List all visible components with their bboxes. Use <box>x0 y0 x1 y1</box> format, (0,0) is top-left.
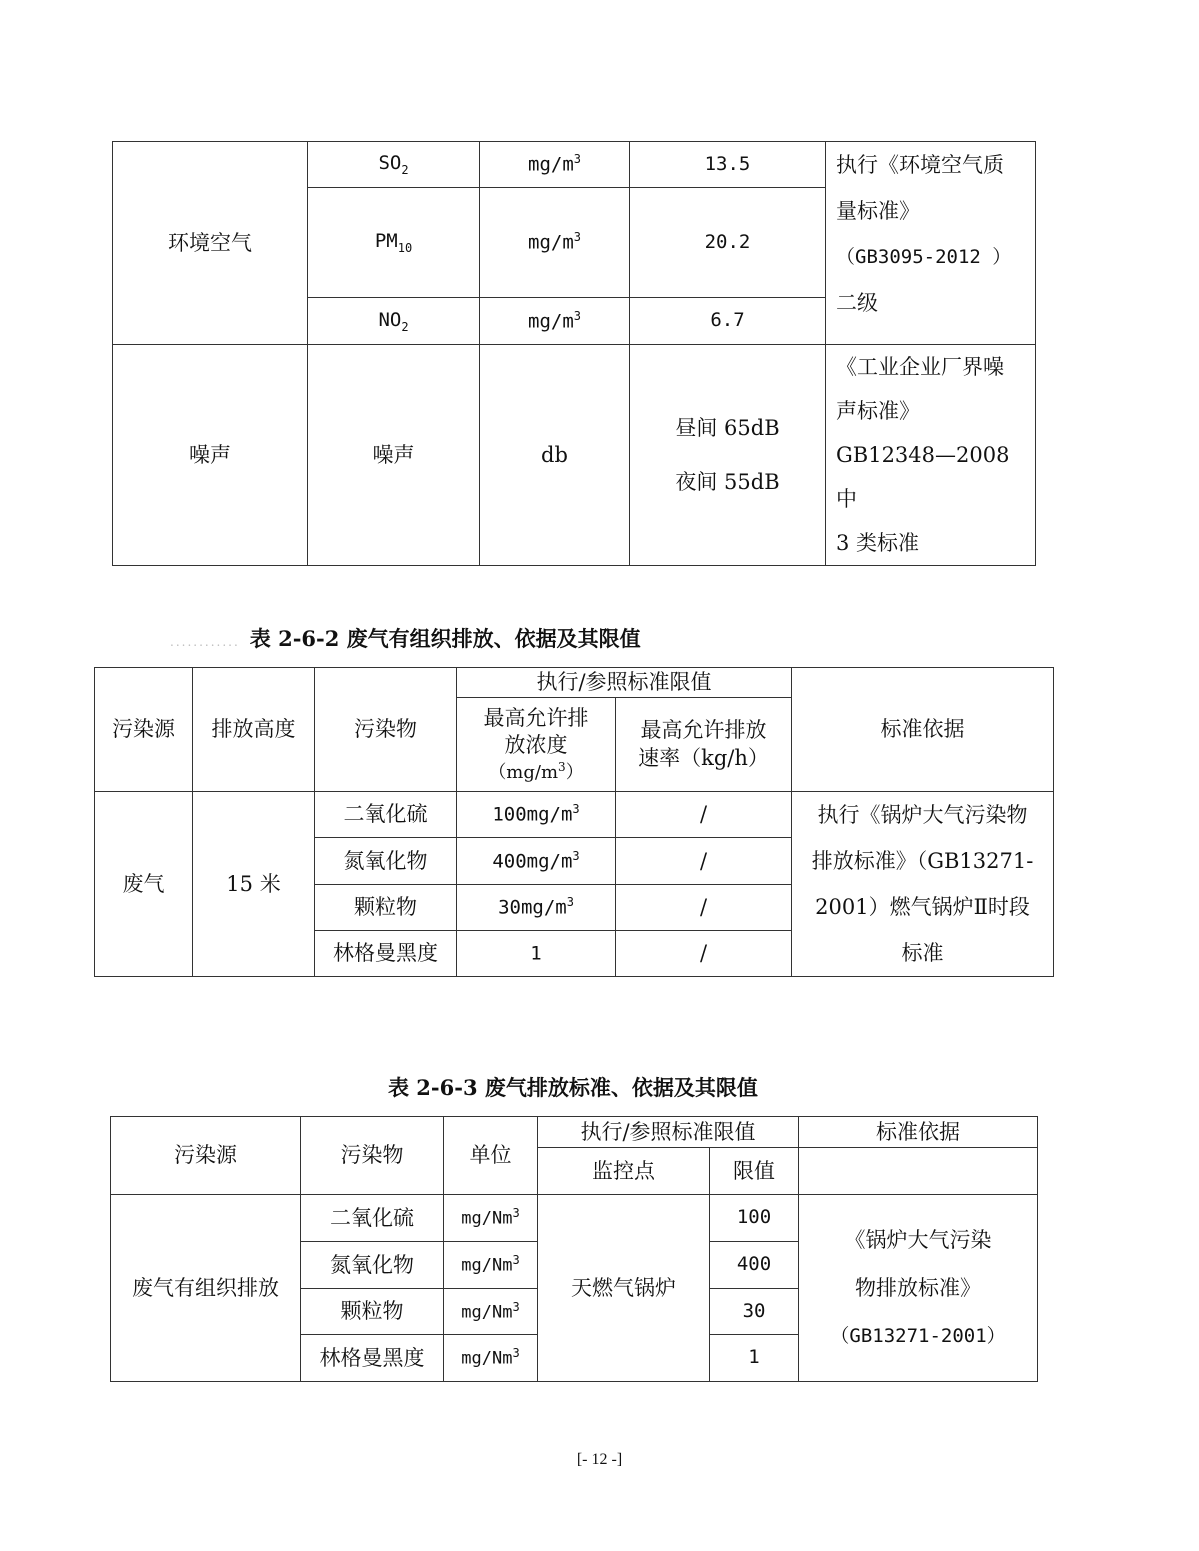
pollutant-cell: 颗粒物 <box>301 1289 444 1335</box>
header-source: 污染源 <box>95 668 193 792</box>
monitor-point-cell: 天燃气锅炉 <box>538 1195 710 1382</box>
pollutant-cell: $SO_2$ <box>308 142 480 188</box>
header-pollutant: 污染物 <box>301 1117 444 1195</box>
concentration-cell: $30mg/m^3$ <box>457 885 616 931</box>
rate-cell: / <box>616 838 792 885</box>
air-standard-basis: 执行《环境空气质 量标准》 （GB3095-2012 ） 二级 <box>826 142 1036 345</box>
standard-basis: 《锅炉大气污染 物排放标准》 （GB13271-2001） <box>799 1195 1038 1382</box>
pollutant-cell: $PM_{10}$ <box>308 188 480 298</box>
pollutant-cell: 林格曼黑度 <box>315 931 457 977</box>
pollutant-cell: 林格曼黑度 <box>301 1335 444 1382</box>
unit-cell: mg/Nm$^3$ <box>444 1195 538 1242</box>
header-limit-group: 执行/参照标准限值 <box>538 1117 799 1148</box>
header-concentration: 最高允许排 放浓度 $(mg/m^3)$ <box>457 698 616 792</box>
unit-cell: mg/Nm$^3$ <box>444 1335 538 1382</box>
emission-standard-table <box>110 1116 1038 1382</box>
rate-cell: / <box>616 931 792 977</box>
limit-cell: 1 <box>710 1335 799 1382</box>
pollutant-cell: 氮氧化物 <box>315 838 457 885</box>
category-noise: 噪声 <box>113 345 308 566</box>
pollutant-cell: 颗粒物 <box>315 885 457 931</box>
unit-cell: $mg/m^3$ <box>480 142 630 188</box>
header-pollutant: 污染物 <box>315 668 457 792</box>
pollutant-cell: 二氧化硫 <box>301 1195 444 1242</box>
header-basis: 标准依据 <box>792 668 1054 792</box>
noise-pollutant: 噪声 <box>308 345 480 566</box>
header-basis: 标准依据 <box>799 1117 1038 1148</box>
height-cell: 15 米 <box>193 792 315 977</box>
unit-cell: mg/Nm$^3$ <box>444 1242 538 1289</box>
pollutant-cell: 氮氧化物 <box>301 1242 444 1289</box>
page-number: [- 12 -] <box>576 1451 623 1468</box>
header-limit: 限值 <box>710 1148 799 1195</box>
limit-cell: 100 <box>710 1195 799 1242</box>
concentration-cell: $100mg/m^3$ <box>457 792 616 838</box>
unit-cell: mg/Nm$^3$ <box>444 1289 538 1335</box>
category-air: 环境空气 <box>113 142 308 345</box>
source-cell: 废气 <box>95 792 193 977</box>
unit-cell: $mg/m^3$ <box>480 298 630 345</box>
value-cell: 13.5 <box>630 142 826 188</box>
value-cell: 20.2 <box>630 188 826 298</box>
header-source: 污染源 <box>111 1117 301 1195</box>
header-limit-group: 执行/参照标准限值 <box>457 668 792 698</box>
emission-limit-table <box>94 667 1054 977</box>
header-rate: 最高允许排放 速率（kg/h） <box>616 698 792 792</box>
source-cell: 废气有组织排放 <box>111 1195 301 1382</box>
noise-unit: db <box>480 345 630 566</box>
header-basis-empty <box>799 1148 1038 1195</box>
header-unit: 单位 <box>444 1117 538 1195</box>
header-monitor-point: 监控点 <box>538 1148 710 1195</box>
concentration-cell: $400mg/m^3$ <box>457 838 616 885</box>
noise-standard-basis: 《工业企业厂界噪 声标准》 GB12348—2008 中 3 类标准 <box>826 345 1036 566</box>
rate-cell: / <box>616 885 792 931</box>
pollutant-cell: $NO_2$ <box>308 298 480 345</box>
table-2-caption: ............ 表 2-6-2 废气有组织排放、依据及其限值 <box>170 626 641 651</box>
rate-cell: / <box>616 792 792 838</box>
air-noise-standard-table <box>112 141 1036 566</box>
unit-cell: $mg/m^3$ <box>480 188 630 298</box>
limit-cell: 400 <box>710 1242 799 1289</box>
noise-limits: 昼间 65dB 夜间 55dB <box>630 345 826 566</box>
table-3-caption: 表 2-6-3 废气排放标准、依据及其限值 <box>388 1075 758 1100</box>
header-height: 排放高度 <box>193 668 315 792</box>
concentration-cell: 1 <box>457 931 616 977</box>
pollutant-cell: 二氧化硫 <box>315 792 457 838</box>
value-cell: 6.7 <box>630 298 826 345</box>
limit-cell: 30 <box>710 1289 799 1335</box>
emission-standard-basis: 执行《锅炉大气污染物 排放标准》（GB13271- 2001）燃气锅炉Ⅱ时段 标准 <box>792 792 1054 977</box>
